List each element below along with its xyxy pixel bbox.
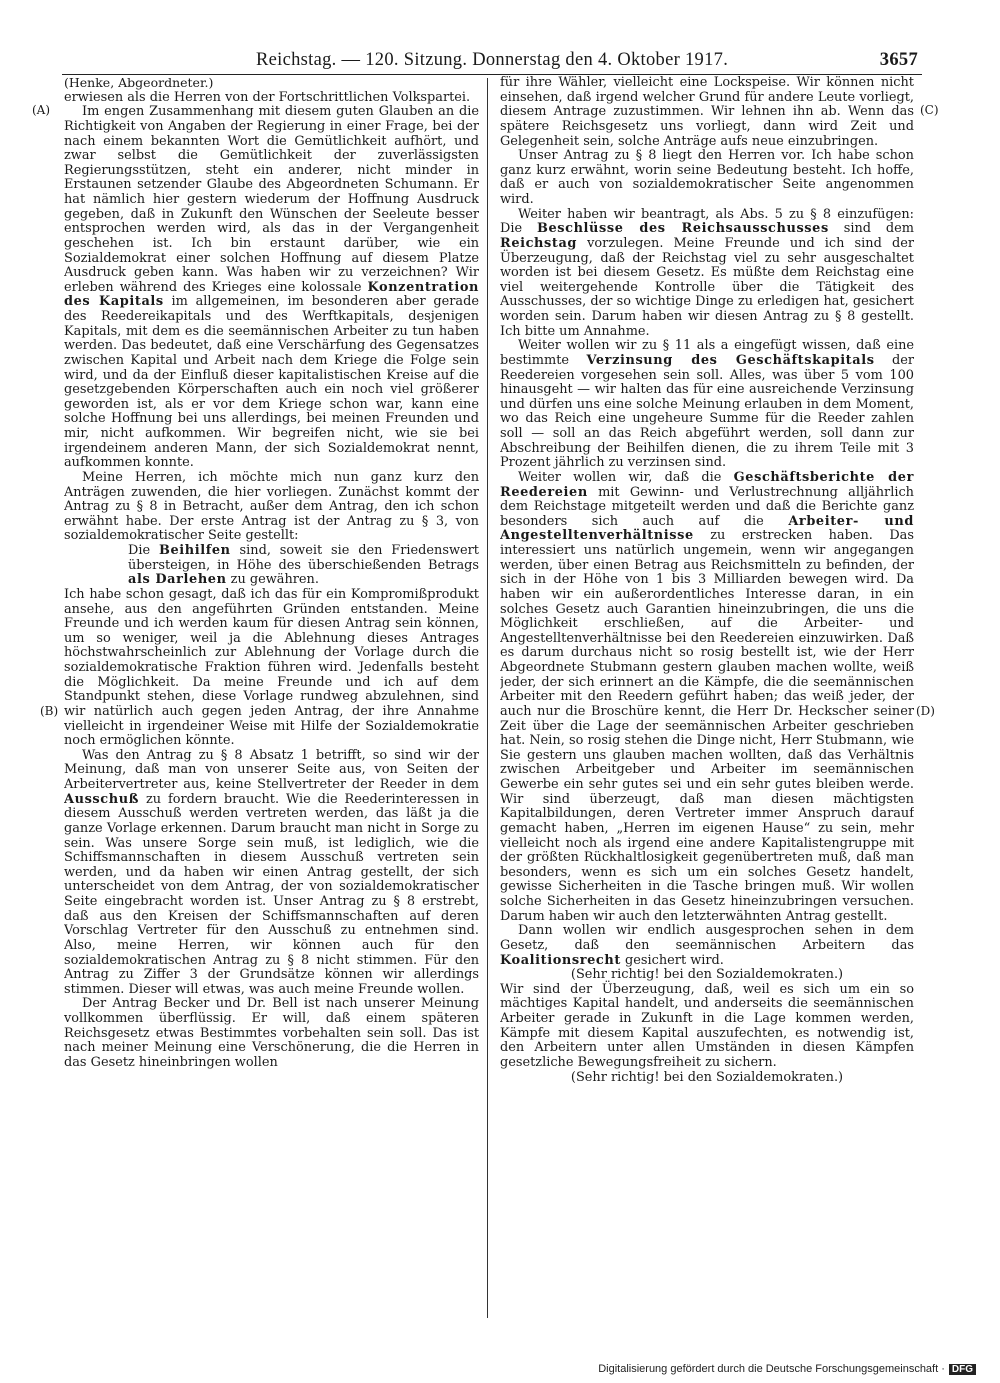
paragraph: Ich habe schon gesagt, daß ich das für ein Kompromißprodukt ansehe, aus den angeführten Gründen entstanden. Meine Freunde und ich werden kaum für diesen Antrag sein können, um so weniger, weil ja die Ablehnung dieses Antrages höchstwahrscheinlich zur Ablehnung der Vorlage durch die sozialdemokratische Fraktion führen wird. Jedenfalls besteht die Möglichkeit. Da meine Freunde und ich auf dem Standpunkt stehen, diese Vorlage rundweg abzulehnen, sind wir natürlich auch gegen jeden Antrag, der ihre Annahme vielleicht in irgendeiner Weise mit Hilfe der Sozialdemokratie noch ermöglichen könnte. (64, 586, 479, 749)
interjection: (Sehr richtig! bei den Sozialdemokraten.) (570, 967, 844, 983)
column-rule (487, 78, 488, 1318)
quoted-motion: Die Beihilfen sind, soweit sie den Friedenswert übersteigen, in Höhe des überschießenden Betrags als Darlehen zu gewähren. (128, 543, 479, 588)
dfg-logo: DFG (949, 1364, 976, 1375)
paragraph: erwiesen als die Herren von der Fortschrittlichen Volkspartei. (64, 89, 471, 105)
paragraph: Wir sind der Überzeugung, daß, weil es sich um ein so mächtiges Kapital handelt, und anderseits die seemännischen Arbeiter gerade in Zukunft in die Lage kommen werden, Kämpfe mit diesem Kapital auszufechten, es notwendig ist, den Arbeitern unter allen Umständen in diesen Kämpfen gesetzliche Bewegungsfreiheit zu sichern. (500, 981, 914, 1070)
footer-text: Digitalisierung gefördert durch die Deutsche Forschungsgemeinschaft · (598, 1363, 945, 1375)
margin-label-a: (A) (32, 103, 51, 117)
interjection: (Sehr richtig! bei den Sozialdemokraten.) (570, 1069, 844, 1085)
paragraph: Unser Antrag zu § 8 liegt den Herren vor. Ich habe schon ganz kurz erwähnt, worin seine Bedeutung besteht. Ich hoffe, daß er auch von sozialdemokratischer Seite angenommen wird. (500, 148, 914, 207)
bold-phrase: Koalitionsrecht (500, 952, 621, 968)
margin-label-c: (C) (920, 103, 939, 117)
bold-phrase: Beschlüsse des Reichsausschusses (536, 221, 829, 237)
bold-phrase: Geschäftsberichte der Reedereien (500, 469, 914, 500)
running-head: Reichstag. — 120. Sitzung. Donnerstag den 4. Oktober 1917. (256, 50, 729, 70)
paragraph: Weiter wollen wir, daß die Geschäftsberichte der Reedereien mit Gewinn- und Verlustrechnung alljährlich dem Reichstage mitgeteilt werden und daß die Berichte ganz besonders sich auch auf die Arbeiter- und Angestelltenverhältnisse zu erstrecken haben. Das interessiert uns natürlich ungemein, wenn wir angegangen werden, über einen Betrag aus Reichsmitteln zu befinden, der sich in der Höhe von 1 bis 3 Milliarden bewegen wird. Da haben wir ein außerordentliches Interesse daran, in ein solches Gesetz auch Garantien hineinzubringen, die uns die Möglichkeit erschließen, auf die Arbeiter- und Angestelltenverhältnisse bei den Reedereien einzuwirken. Daß es darum durchaus nicht so rosig bestellt ist, wie der Herr Abgeordnete Stubmann gestern glauben machen wollte, weiß jeder, der sich erinnert an die Kämpfe, die die seemännischen Arbeiter mit den Reedern geführt haben; das weiß jeder, der auch nur die Broschüre kennt, die Herr Dr. Heckscher seiner Zeit über die Lage der seemännischen Arbeiter geschrieben hat. Nein, so rosig stehen die Dinge nicht, Herr Stubmann, wie Sie gestern uns glauben machen wollten, daß das Verhältnis zwischen Arbeitgeber und Arbeiter im seemännischen Gewerbe ein sehr gutes sei und ein sehr gutes bleiben werde. Wir sind überzeugt, daß man diesen mächtigsten Kapitalbildungen, deren Vertreter immer Anspruch darauf gemacht haben, „Herren im eigenen Hause“ zu sein, mehr vielleicht noch als irgend eine andere Kapitalistengruppe mit der größten Rückhaltlosigkeit gegenübertreten muß, daß man besonders, wenn es sich um ein solches Gesetz handelt, gewisse Sicherheiten in die Tasche bringen muß. Wir wollen solche Sicherheiten in das Gesetz hineinzubringen versuchen. Darum haben wir auch den letzterwähnten Antrag gestellt. (500, 469, 914, 924)
right-column (500, 76, 914, 1326)
footer-credit (598, 1363, 976, 1375)
margin-label-d: (D) (916, 704, 935, 718)
bold-phrase: Verzinsung des Geschäftskapitals (586, 352, 875, 368)
bold-phrase: Arbeiter- und Angestelltenverhältnisse (500, 513, 914, 544)
speaker-line: (Henke, Abgeordneter.) (64, 76, 214, 90)
paragraph: Meine Herren, ich möchte mich nun ganz kurz den Anträgen zuwenden, die hier vorliegen. Zunächst kommt der Antrag zu § 8 in Betracht, außer dem Antrag, den ich schon erwähnt habe. Der erste Antrag ist der Antrag zu § 3, von sozialdemokratischer Seite gestellt: (64, 469, 479, 544)
bold-phrase: Konzentration des Kapitals (64, 279, 479, 310)
paragraph: für ihre Wähler, vielleicht eine Lockspeise. Wir können nicht einsehen, daß irgend welcher Grund für andere Leute vorliegt, diesem Antrage zuzustimmen. Wir lehnen ihn ab. Wenn das spätere Reichsgesetz uns vorliegt, dann wird Zeit und Gelegenheit sein, solche Anträge aufs neue einzubringen. (500, 76, 914, 149)
paragraph: Weiter haben wir beantragt, als Abs. 5 zu § 8 einzufügen: Die Beschlüsse des Reichsausschusses sind dem Reichstag vorzulegen. Meine Freunde und ich sind der Überzeugung, daß der Reichstag viel zu sehr ausgeschaltet worden ist bei diesem Gesetz. Es müßte dem Reichstag eine viel weitergehende Kontrolle über die Tätigkeit des Ausschusses, der so wichtige Dinge zu erledigen hat, gesichert worden sein. Darum haben wir diesen Antrag zu § 8 gestellt. Ich bitte um Annahme. (500, 206, 914, 339)
bold-phrase: Reichstag (500, 235, 578, 251)
paragraph: Der Antrag Becker und Dr. Bell ist nach unserer Meinung vollkommen überflüssig. Er will, daß einem späteren Reichsgesetz etwas Bestimmtes vorbehalten sein soll. Das ist nach meiner Meinung eine Verschönerung, die die Herren in das Gesetz hineinbringen wollen (64, 996, 479, 1070)
bold-phrase: Beihilfen (158, 543, 231, 558)
page-header (62, 48, 922, 75)
page-number: 3657 (879, 50, 918, 70)
bold-phrase: Ausschuß (64, 791, 140, 807)
left-column (64, 76, 479, 1326)
margin-label-b: (B) (40, 704, 59, 718)
bold-phrase: als Darlehen (128, 572, 227, 588)
paragraph: Im engen Zusammenhang mit diesem guten Glauben an die Richtigkeit von Angaben der Regierung in einer Frage, bei der nach einem bekannten Wort die Gemütlichkeit aufhört, und zwar selbst die Gemütlichkeit der zuverlässigsten Regierungsstützen, steht ein anderer, nicht minder in Erstaunen setzender Glaube des Abgeordneten Schumann. Er hat nämlich hier gestern wiederum der Hoffnung Ausdruck gegeben, daß in Zukunft den Wünschen der Seeleute besser entsprochen werden wird, als das in der Vergangenheit geschehen ist. Ich bin erstaunt darüber, wie ein Sozialdemokrat einer solchen Hoffnung auf diesem Platze Ausdruck geben kann. Was haben wir zu verzeichnen? Wir erleben während des Krieges eine kolossale Konzentration des Kapitals im allgemeinen, im besonderen aber gerade des Reedereikapitals und des Werftkapitals, desjenigen Kapitals, mit dem es die seemännischen Arbeiter zu tun haben werden. Das bedeutet, daß eine Verschärfung des Gegensatzes zwischen Kapital und Arbeit nach dem Kriege die Folge sein wird, und da der Einfluß dieser kapitalistischen Kreise auf die gesetzgebenden Körperschaften auch ein noch viel größerer geworden ist, als er vor dem Kriege schon war, kann eine solche Hoffnung bei uns allerdings, bei meinen Freunden und mir, nicht aufkommen. Wir begreifen nicht, wie sie bei irgendeinem anderen Mann, der sich Sozialdemokrat nennt, aufkommen konnte. (64, 104, 479, 471)
paragraph: Dann wollen wir endlich ausgesprochen sehen in dem Gesetz, daß den seemännischen Arbeitern das Koalitionsrecht gesichert wird. (500, 923, 914, 968)
paragraph: Was den Antrag zu § 8 Absatz 1 betrifft, so sind wir der Meinung, daß man von unserer Seite aus, von Seiten der Arbeitervertreter aus, keine Stellvertreter der Reeder in dem Ausschuß zu fordern braucht. Wie die Reederinteressen in diesem Ausschuß werden vertreten werden, das läßt ja die ganze Vorlage erkennen. Darum braucht man nicht in Sorge zu sein. Was unsere Sorge sein muß, ist lediglich, wie die Schiffsmannschaften in diesem Ausschuß vertreten sein werden, und da haben wir einen Antrag gestellt, der sich unterscheidet von dem Antrag, der von sozialdemokratischer Seite eingebracht worden ist. Unser Antrag zu § 8 erstrebt, daß aus den Kreisen der Schiffsmannschaften auf deren Vorschlag Vertreter für den Ausschuß zu entnehmen sind. Also, meine Herren, wir können auch für den sozialdemokratischen Antrag zu § 8 nicht stimmen. Für den Antrag zu Ziffer 3 der Grundsätze können wir allerdings stimmen. Dieser will etwas, was auch meine Freunde wollen. (64, 747, 479, 997)
paragraph: Weiter wollen wir zu § 11 als a eingefügt wissen, daß eine bestimmte Verzinsung des Geschäftskapitals der Reedereien vorgesehen sein soll. Alles, was über 5 vom 100 hinausgeht — wir halten das für eine ausreichende Verzinsung und dürfen uns eine solche Meinung erlauben in dem Moment, wo das Reich eine ungeheure Summe für die Reeder zahlen soll — soll an das Reich abgeführt werden, soll dann zur Abschreibung der Beihilfen dienen, die zu ihrem Teile mit 3 Prozent jährlich zu verzinsen sind. (500, 338, 914, 471)
